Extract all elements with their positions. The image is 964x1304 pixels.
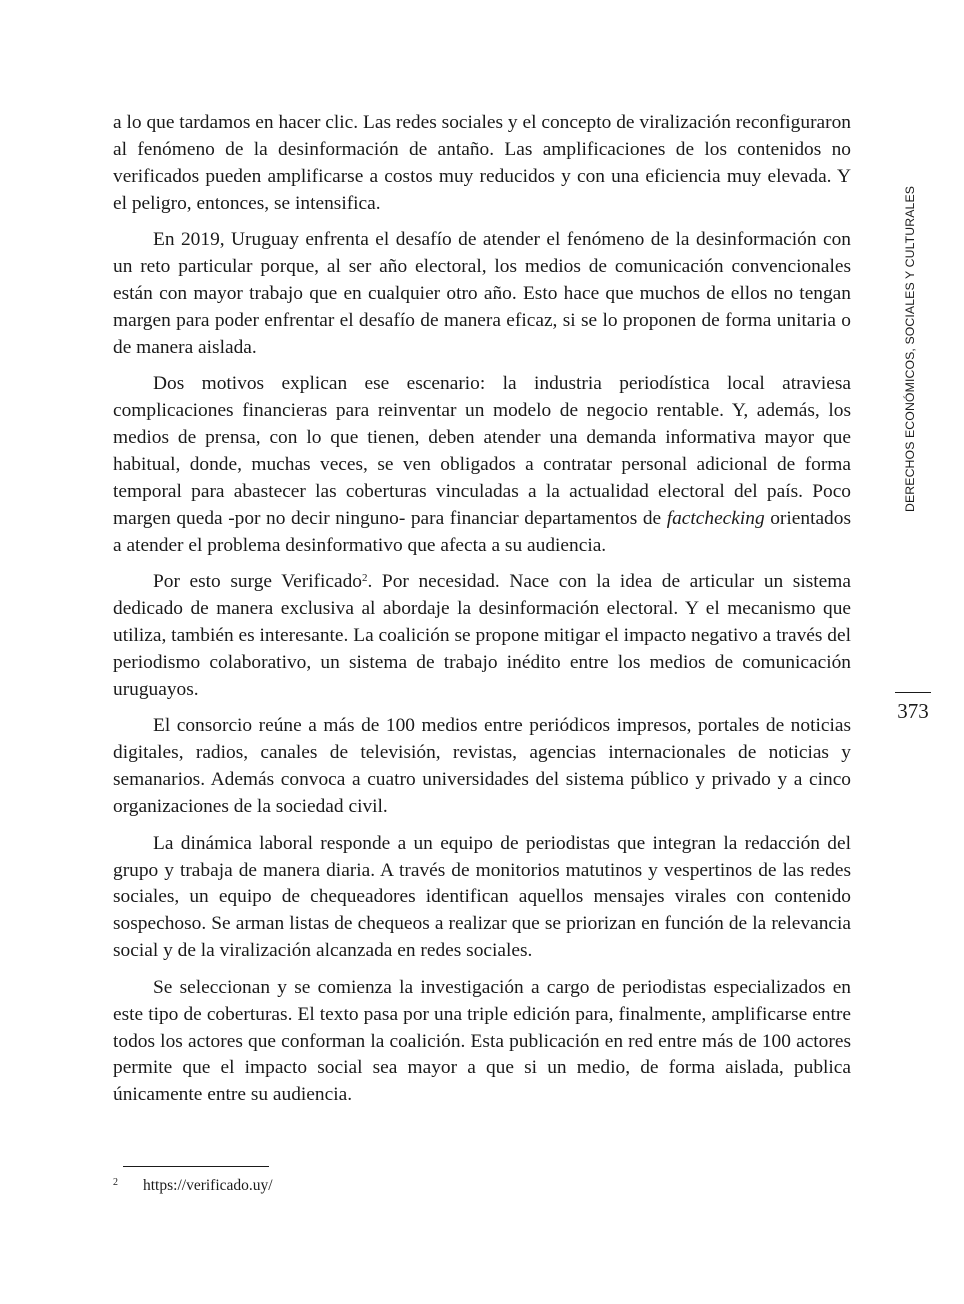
footnote-link[interactable]: https://verificado.uy/ <box>143 1177 273 1194</box>
paragraph-2: En 2019, Uruguay enfrenta el desafío de atender el fenómeno de la desinformación con un reto particular porque, al ser año electoral, los medios de comunicación convencionales están con mayor trabajo que en cualquier otro año. Esto hace que muchos de ellos no tengan margen para poder enfrentar el desafío de manera eficaz, si se lo proponen de forma unitaria o de manera aislada. <box>113 229 851 358</box>
page-number-rule <box>895 692 931 693</box>
paragraph-1: a lo que tardamos en hacer clic. Las redes sociales y el concepto de viralización reconfiguraron al fenómeno de la desinformación de antaño. Las amplificaciones de los contenidos no verificados pueden amplificarse a costos muy reducidos y con una eficiencia muy elevada. Y el peligro, entonces, se intensifica. <box>113 112 851 214</box>
paragraph-4 <box>113 569 851 704</box>
paragraph-3 <box>113 371 851 559</box>
paragraph-3-text-b: orientados a atender el problema desinformativo que afecta a su audiencia. <box>113 507 851 556</box>
italic-term-factchecking: factchecking <box>666 507 765 529</box>
page-number: 373 <box>897 699 929 723</box>
paragraph-7: Se seleccionan y se comienza la investigación a cargo de periodistas especializados en este tipo de coberturas. El texto pasa por una triple edición para, finalmente, amplificarse entre todos los actores que conforman la coalición. Esta publicación en red entre más de 100 actores permite que el impacto social sea mayor a que si un medio, de forma aislada, publica únicamente entre su audiencia. <box>113 976 851 1106</box>
running-head: DERECHOS ECONÓMICOS, SOCIALES Y CULTURALES <box>903 185 917 512</box>
paragraph-3-text-a: Dos motivos explican ese escenario: la industria periodística local atraviesa complicaciones financieras para reinventar un modelo de negocio rentable. Y, además, los medios de prensa, con lo que tienen, deben atender una demanda informativa mayor que habitual, donde, muchas veces, se ven obligados a contratar personal adicional de forma temporal para abastecer las coberturas vinculadas a la actualidad electoral del país. Poco margen queda -por no decir ninguno- para financiar departamentos de <box>113 373 851 529</box>
paragraph-5: El consorcio reúne a más de 100 medios entre periódicos impresos, portales de noticias digitales, radios, canales de televisión, revistas, agencias internacionales de noticias y semanarios. Además convoca a cuatro universidades del sistema público y privado y a cinco organizaciones de la sociedad civil. <box>113 715 851 818</box>
footnote-marker: 2 <box>113 1177 118 1188</box>
paragraph-4-text-a: Por esto surge Verificado <box>153 571 362 593</box>
paragraph-4-text-b: . Por necesidad. Nace con la idea de articular un sistema dedicado de manera exclusiva al abordaje la desinformación electoral. Y el mecanismo que utiliza, también es interesante. La coalición se propone mitigar el impacto negativo a través del periodismo colaborativo, un sistema de trabajo inédito entre los medios de comunicación uruguayos. <box>113 571 851 700</box>
body-text <box>113 110 851 1119</box>
footnote-separator <box>123 1166 269 1167</box>
paragraph-6: La dinámica laboral responde a un equipo de periodistas que integran la redacción del grupo y trabaja de manera diaria. A través de monitorios matutinos y vespertinos de las redes sociales, un equipo de chequeadores identifican aquellos mensajes virales con contenido sospechoso. Se arman listas de chequeos a realizar que se priorizan en función de la relevancia social y de la viralización alcanzada en redes sociales. <box>113 832 851 962</box>
footnote-reference[interactable]: 2 <box>361 572 368 585</box>
